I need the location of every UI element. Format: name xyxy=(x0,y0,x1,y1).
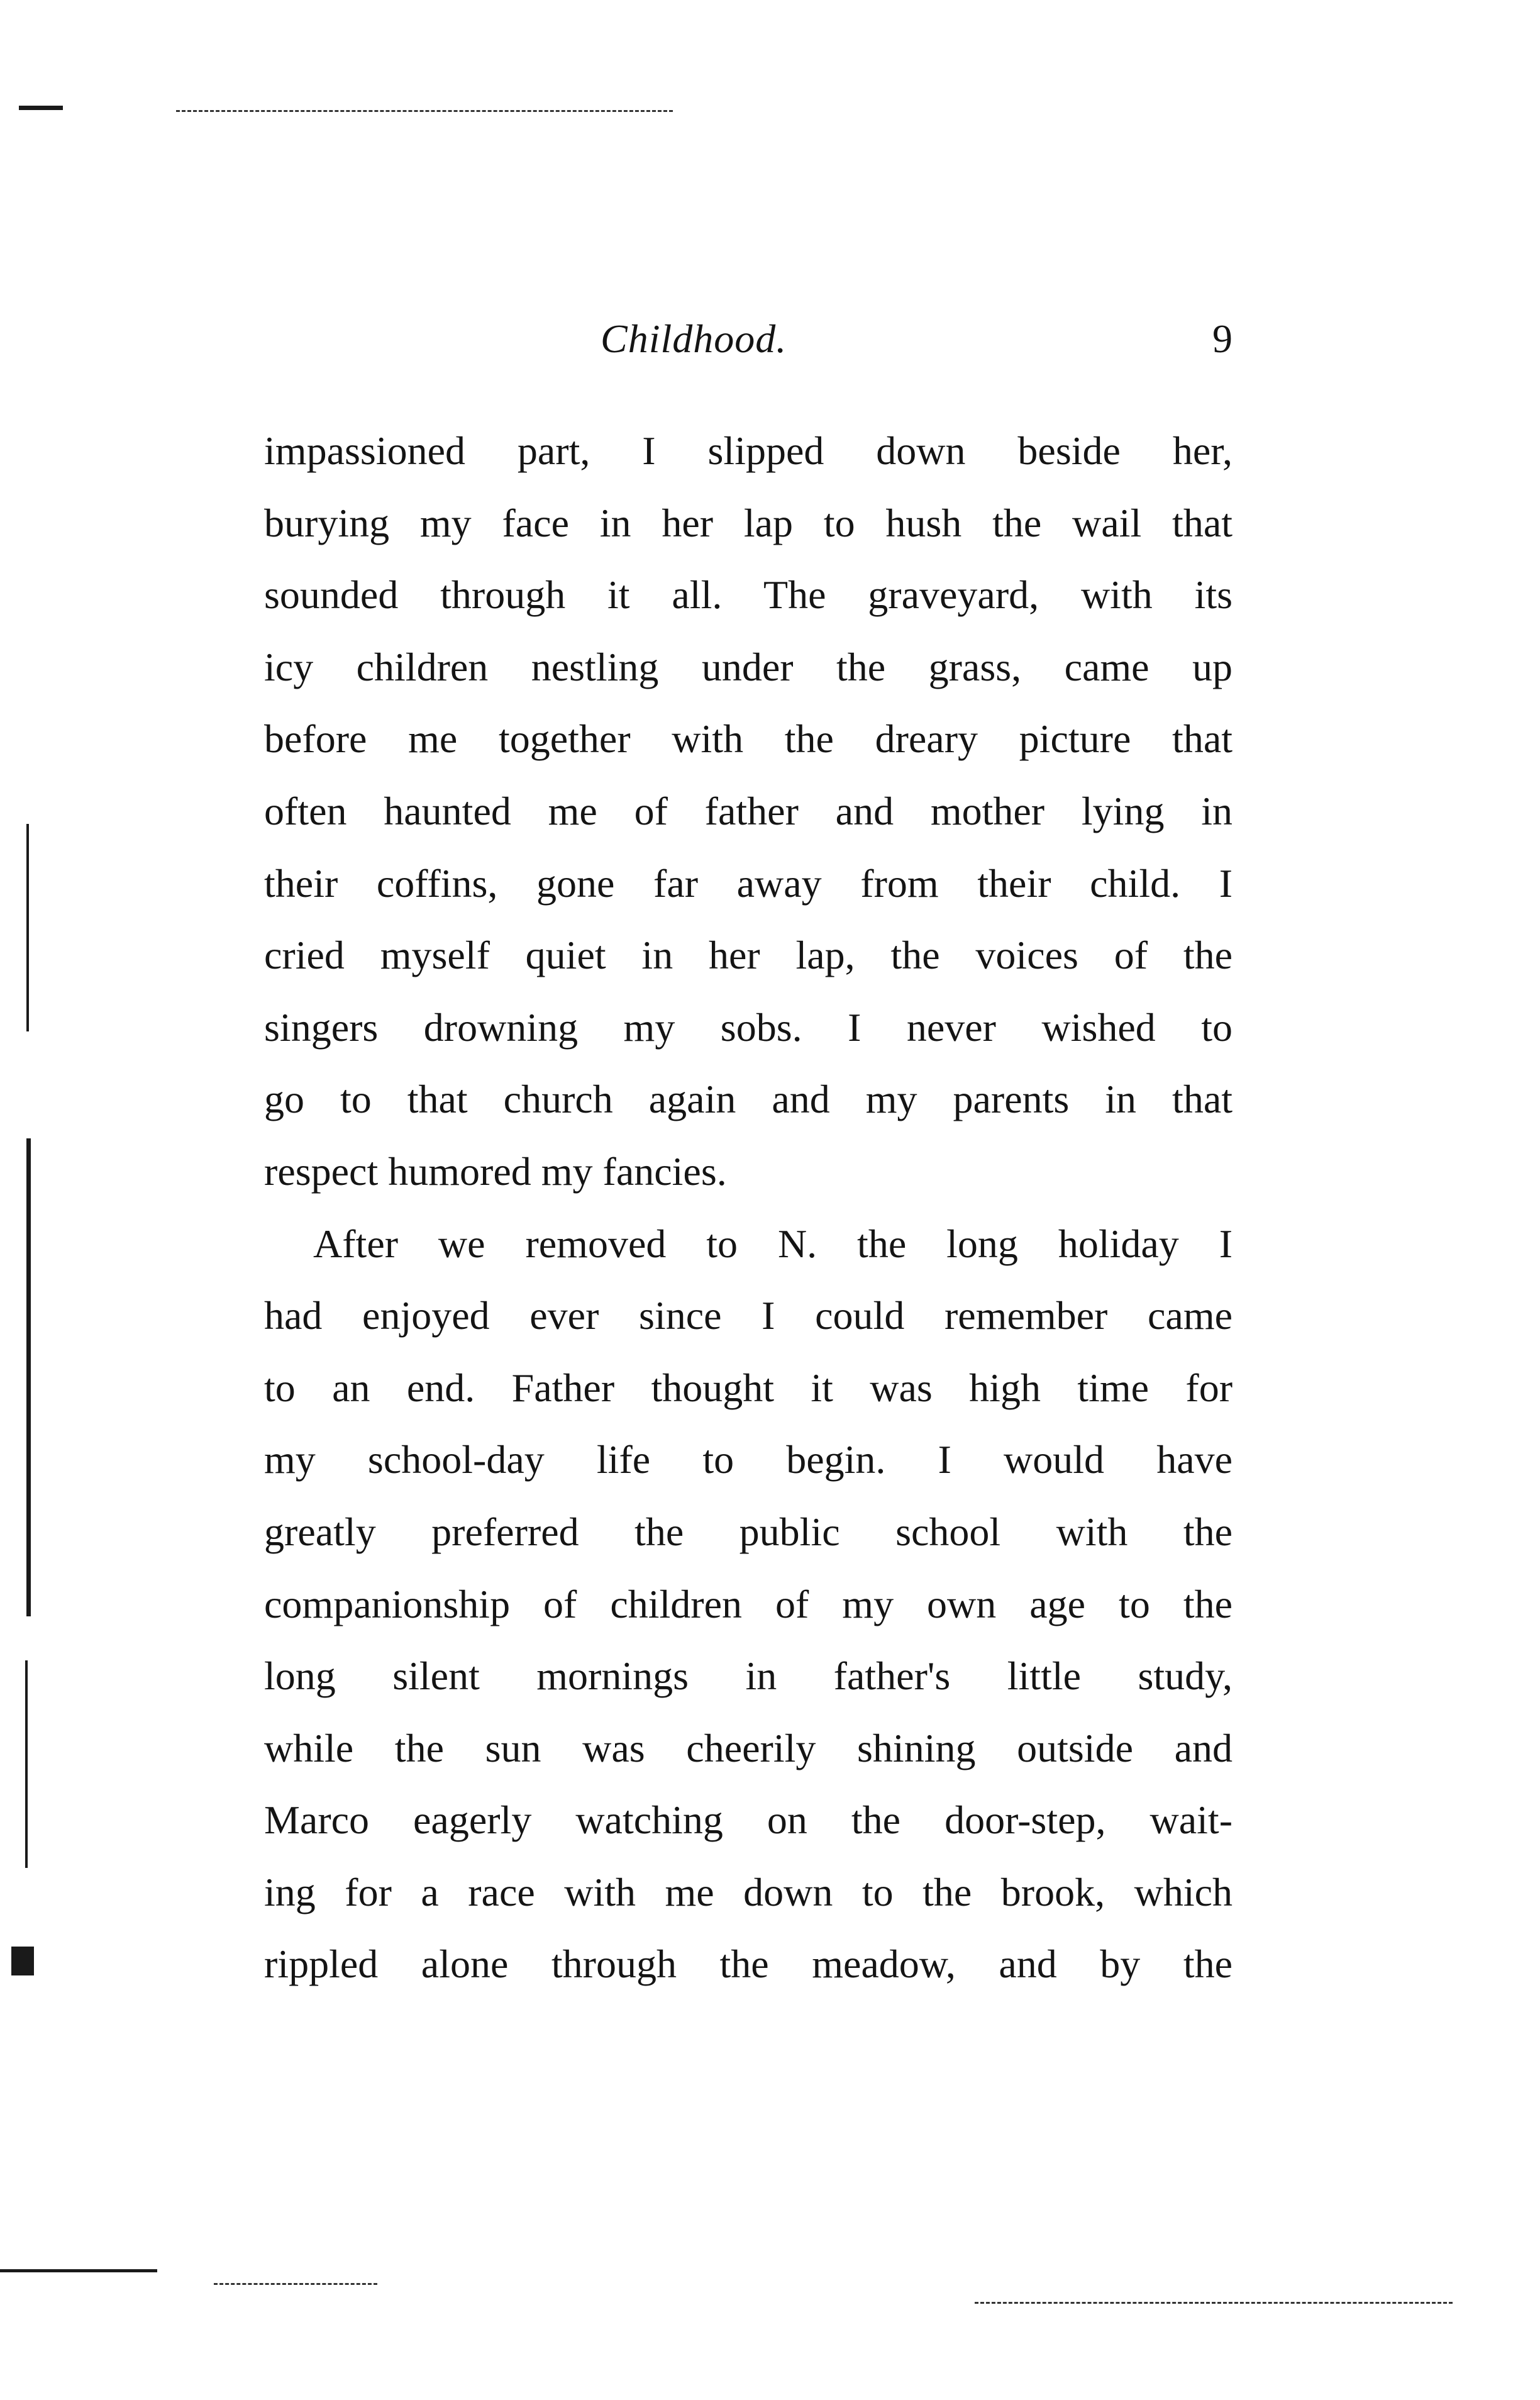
scan-artifact-bottom-left-rule xyxy=(0,2269,157,2272)
text-line: rippled alone through the meadow, and by the xyxy=(264,1942,1233,1987)
text-line: burying my face in her lap to hush the wail that xyxy=(264,500,1233,545)
scan-artifact-left-bar-1 xyxy=(26,824,29,1031)
text-line: often haunted me of father and mother lying in xyxy=(264,788,1233,833)
scan-artifact-top-rule xyxy=(176,110,673,112)
text-line: their coffins, gone far away from their child. I xyxy=(264,860,1233,906)
text-line: to an end. Father thought it was high time for xyxy=(264,1365,1233,1410)
scan-artifact-bottom-left-dash xyxy=(214,2283,377,2285)
text-line: while the sun was cheerily shining outside and xyxy=(264,1725,1233,1770)
text-line: long silent mornings in father's little study, xyxy=(264,1653,1233,1699)
text-line: icy children nestling under the grass, came up xyxy=(264,644,1233,689)
text-line: go to that church again and my parents in that xyxy=(264,1077,1233,1122)
text-line: singers drowning my sobs. I never wished to xyxy=(264,1004,1233,1050)
text-line: respect humored my fancies. xyxy=(264,1148,727,1194)
text-line: Marco eagerly watching on the door-step, wait- xyxy=(264,1797,1233,1843)
text-line: before me together with the dreary picture that xyxy=(264,716,1233,762)
text-line: ing for a race with me down to the brook, which xyxy=(264,1869,1233,1914)
text-line: my school-day life to begin. I would have xyxy=(264,1437,1233,1482)
text-line: greatly preferred the public school with the xyxy=(264,1509,1233,1554)
running-header xyxy=(264,316,1233,372)
page-number: 9 xyxy=(1212,316,1233,361)
scan-artifact-left-blot xyxy=(11,1947,34,1975)
text-line: cried myself quiet in her lap, the voices of the xyxy=(264,933,1233,978)
scan-artifact-top-left xyxy=(19,106,63,110)
text-line: sounded through it all. The graveyard, with its xyxy=(264,572,1233,618)
body-text xyxy=(264,415,1233,2001)
text-line: After we removed to N. the long holiday I xyxy=(313,1221,1233,1266)
running-title: Childhood. xyxy=(601,316,787,361)
scan-artifact-bottom-right-dash xyxy=(975,2302,1453,2304)
scan-artifact-left-bar-3 xyxy=(25,1660,28,1868)
paragraph-1 xyxy=(264,415,1233,1208)
paragraph-2 xyxy=(264,1208,1233,2001)
text-line: companionship of children of my own age to the xyxy=(264,1581,1233,1626)
text-line: had enjoyed ever since I could remember came xyxy=(264,1293,1233,1338)
scan-artifact-left-bar-2 xyxy=(26,1138,31,1616)
text-line: impassioned part, I slipped down beside her, xyxy=(264,428,1233,473)
